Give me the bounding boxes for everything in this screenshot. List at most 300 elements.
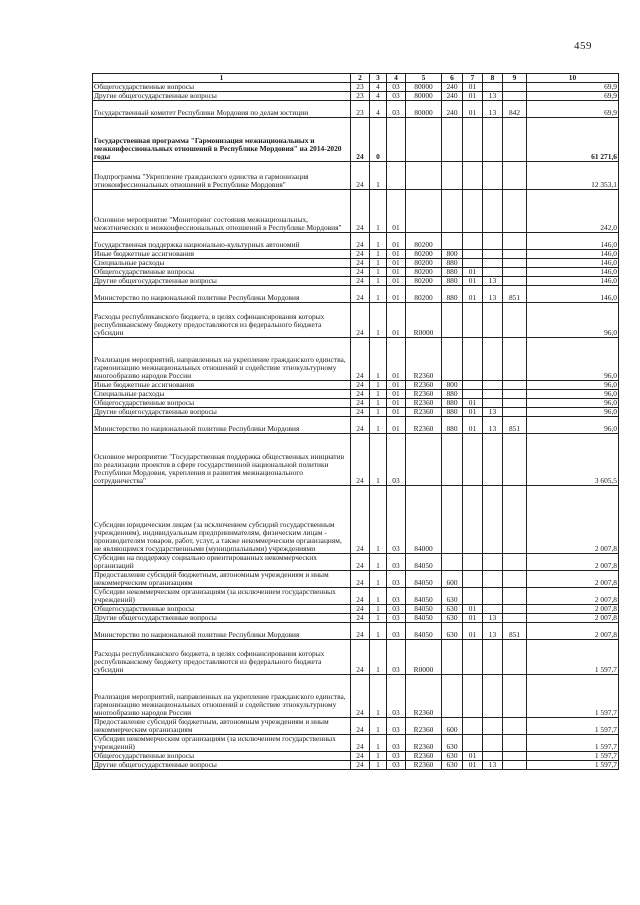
cell-section: 01 [463, 408, 483, 417]
cell-section: 01 [463, 286, 483, 303]
cell-sum: 12 353,1 [527, 162, 619, 190]
table-row [93, 399, 619, 408]
cell-ministry [503, 399, 527, 408]
cell-subprogram: 1 [370, 486, 387, 554]
cell-direction [406, 434, 442, 486]
cell-expense-type: 630 [442, 761, 463, 770]
cell-direction: R2360 [406, 408, 442, 417]
cell-direction: R2360 [406, 390, 442, 399]
table-row [93, 752, 619, 761]
cell-subsection [483, 675, 503, 718]
cell-program: 24 [351, 735, 370, 752]
cell-direction: 80000 [406, 92, 442, 101]
table-row [93, 614, 619, 623]
cell-subsection [483, 571, 503, 588]
cell-name: Предоставление субсидий бюджетным, автономным учреждениям и иным некоммерческим организациям [93, 571, 351, 588]
cell-program: 24 [351, 381, 370, 390]
cell-ministry [503, 92, 527, 101]
cell-measure: 03 [387, 623, 406, 640]
cell-subprogram: 1 [370, 761, 387, 770]
cell-subsection [483, 399, 503, 408]
table-row [93, 605, 619, 614]
cell-section [463, 190, 483, 233]
cell-subsection [483, 434, 503, 486]
cell-direction: 80000 [406, 101, 442, 118]
cell-section [463, 434, 483, 486]
cell-ministry [503, 233, 527, 250]
cell-ministry [503, 486, 527, 554]
cell-ministry: 851 [503, 286, 527, 303]
cell-ministry: 851 [503, 623, 527, 640]
table-row [93, 554, 619, 571]
cell-ministry [503, 640, 527, 675]
cell-subprogram: 1 [370, 277, 387, 286]
table-row [93, 761, 619, 770]
cell-ministry [503, 605, 527, 614]
cell-subsection [483, 268, 503, 277]
cell-subprogram: 1 [370, 259, 387, 268]
cell-measure [387, 162, 406, 190]
cell-section [463, 259, 483, 268]
cell-measure: 03 [387, 675, 406, 718]
cell-measure: 01 [387, 268, 406, 277]
cell-direction: 84050 [406, 571, 442, 588]
cell-measure: 03 [387, 752, 406, 761]
cell-section [463, 338, 483, 381]
cell-program: 24 [351, 718, 370, 735]
cell-expense-type: 630 [442, 623, 463, 640]
header-cell: 3 [370, 74, 387, 83]
cell-direction: 80200 [406, 259, 442, 268]
cell-section: 01 [463, 752, 483, 761]
cell-name: Министерство по национальной политике Республики Мордовия [93, 623, 351, 640]
cell-name: Расходы республиканского бюджета, в целях софинансирования которых республиканскому бюджету предоставляются из федерального бюджета субсидии [93, 640, 351, 675]
cell-sum: 1 597,7 [527, 752, 619, 761]
cell-ministry [503, 434, 527, 486]
cell-expense-type [442, 486, 463, 554]
cell-measure: 03 [387, 554, 406, 571]
cell-section: 01 [463, 101, 483, 118]
cell-ministry [503, 571, 527, 588]
cell-sum: 96,0 [527, 338, 619, 381]
cell-section [463, 381, 483, 390]
cell-subsection [483, 381, 503, 390]
page-number: 459 [574, 40, 592, 52]
cell-measure: 03 [387, 588, 406, 605]
cell-name: Государственная программа "Гармонизация межнациональных и межконфессиональных отношений в Республике Мордовия" на 2014-2020 годы [93, 118, 351, 162]
cell-sum: 2 007,8 [527, 486, 619, 554]
cell-subsection [483, 640, 503, 675]
table-row [93, 101, 619, 118]
cell-program: 24 [351, 118, 370, 162]
cell-subsection [483, 118, 503, 162]
table-row [93, 390, 619, 399]
cell-section [463, 162, 483, 190]
table-row [93, 735, 619, 752]
cell-measure: 01 [387, 408, 406, 417]
cell-measure: 01 [387, 259, 406, 268]
cell-sum: 1 597,7 [527, 735, 619, 752]
cell-subsection [483, 605, 503, 614]
cell-sum: 146,0 [527, 277, 619, 286]
cell-expense-type: 240 [442, 92, 463, 101]
table-row [93, 162, 619, 190]
cell-section [463, 718, 483, 735]
cell-section: 01 [463, 277, 483, 286]
cell-expense-type [442, 233, 463, 250]
cell-section: 01 [463, 399, 483, 408]
cell-subsection [483, 83, 503, 92]
cell-measure: 01 [387, 417, 406, 434]
cell-program: 24 [351, 286, 370, 303]
cell-measure: 01 [387, 390, 406, 399]
cell-name: Специальные расходы [93, 390, 351, 399]
cell-subsection [483, 259, 503, 268]
cell-subprogram: 1 [370, 408, 387, 417]
cell-measure: 01 [387, 190, 406, 233]
cell-section [463, 588, 483, 605]
cell-expense-type: 800 [442, 250, 463, 259]
cell-name: Субсидии некоммерческим организациям (за исключением государственных учреждений) [93, 588, 351, 605]
cell-section [463, 640, 483, 675]
cell-subsection: 13 [483, 101, 503, 118]
cell-name: Предоставление субсидий бюджетным, автономным учреждениям и иным некоммерческим организациям [93, 718, 351, 735]
table-row [93, 434, 619, 486]
cell-subprogram: 1 [370, 417, 387, 434]
cell-name: Подпрограмма "Укрепление гражданского единства и гармонизация этноконфессиональных отношений в Республике Мордовия" [93, 162, 351, 190]
table-row [93, 268, 619, 277]
cell-sum: 146,0 [527, 250, 619, 259]
cell-subsection [483, 588, 503, 605]
cell-subprogram: 1 [370, 268, 387, 277]
cell-direction: 84050 [406, 605, 442, 614]
cell-subprogram: 1 [370, 381, 387, 390]
cell-expense-type [442, 118, 463, 162]
cell-name: Иные бюджетные ассигнования [93, 250, 351, 259]
cell-program: 24 [351, 640, 370, 675]
cell-sum: 1 597,7 [527, 675, 619, 718]
cell-section [463, 233, 483, 250]
cell-sum: 1 597,7 [527, 761, 619, 770]
cell-ministry [503, 718, 527, 735]
cell-expense-type: 630 [442, 752, 463, 761]
header-cell: 6 [442, 74, 463, 83]
cell-sum: 96,0 [527, 408, 619, 417]
cell-direction: 84050 [406, 554, 442, 571]
cell-name: Общегосударственные вопросы [93, 83, 351, 92]
table-row [93, 83, 619, 92]
cell-sum: 2 007,8 [527, 614, 619, 623]
cell-sum: 69,9 [527, 92, 619, 101]
cell-program: 24 [351, 408, 370, 417]
cell-ministry [503, 735, 527, 752]
cell-subsection: 13 [483, 277, 503, 286]
cell-program: 24 [351, 623, 370, 640]
cell-ministry [503, 390, 527, 399]
cell-ministry: 851 [503, 417, 527, 434]
cell-name: Другие общегосударственные вопросы [93, 277, 351, 286]
cell-expense-type [442, 303, 463, 338]
table-row [93, 92, 619, 101]
cell-subsection: 13 [483, 417, 503, 434]
cell-ministry: 842 [503, 101, 527, 118]
cell-subprogram: 1 [370, 250, 387, 259]
cell-program: 24 [351, 605, 370, 614]
header-cell: 10 [527, 74, 619, 83]
cell-program: 23 [351, 101, 370, 118]
cell-direction: 84050 [406, 623, 442, 640]
header-cell: 9 [503, 74, 527, 83]
cell-section [463, 554, 483, 571]
cell-section [463, 250, 483, 259]
cell-program: 24 [351, 268, 370, 277]
cell-direction: R2360 [406, 735, 442, 752]
cell-name: Реализация мероприятий, направленных на укрепление гражданского единства, гармонизацию межнациональных отношений и содействие этнокультурному многообразию народов России [93, 675, 351, 718]
cell-ministry [503, 250, 527, 259]
table-row [93, 571, 619, 588]
cell-ministry [503, 408, 527, 417]
cell-direction: R0000 [406, 303, 442, 338]
cell-sum: 69,9 [527, 101, 619, 118]
cell-direction: R2360 [406, 675, 442, 718]
header-cell: 5 [406, 74, 442, 83]
cell-sum: 146,0 [527, 268, 619, 277]
table-row [93, 486, 619, 554]
cell-expense-type: 880 [442, 259, 463, 268]
cell-direction: 84050 [406, 614, 442, 623]
cell-subsection [483, 554, 503, 571]
cell-subprogram: 1 [370, 588, 387, 605]
cell-ministry [503, 303, 527, 338]
cell-expense-type: 630 [442, 614, 463, 623]
cell-expense-type [442, 190, 463, 233]
cell-direction: 80200 [406, 277, 442, 286]
cell-program: 24 [351, 399, 370, 408]
cell-direction: R2360 [406, 381, 442, 390]
cell-expense-type: 800 [442, 381, 463, 390]
cell-measure: 03 [387, 434, 406, 486]
cell-section [463, 486, 483, 554]
cell-name: Общегосударственные вопросы [93, 752, 351, 761]
cell-sum: 96,0 [527, 417, 619, 434]
table-header-row [93, 74, 619, 83]
cell-section: 01 [463, 83, 483, 92]
cell-name: Специальные расходы [93, 259, 351, 268]
cell-subsection [483, 390, 503, 399]
cell-direction: 80000 [406, 83, 442, 92]
cell-ministry [503, 614, 527, 623]
cell-measure: 01 [387, 250, 406, 259]
cell-measure: 03 [387, 640, 406, 675]
cell-subprogram: 4 [370, 83, 387, 92]
cell-subsection [483, 190, 503, 233]
cell-measure: 03 [387, 92, 406, 101]
cell-ministry [503, 338, 527, 381]
cell-subprogram: 1 [370, 735, 387, 752]
cell-subprogram: 1 [370, 640, 387, 675]
cell-name: Министерство по национальной политике Республики Мордовия [93, 286, 351, 303]
header-cell: 4 [387, 74, 406, 83]
cell-name: Министерство по национальной политике Республики Мордовия [93, 417, 351, 434]
cell-measure: 01 [387, 277, 406, 286]
cell-subprogram: 1 [370, 233, 387, 250]
cell-subprogram: 1 [370, 571, 387, 588]
cell-program: 24 [351, 259, 370, 268]
cell-name: Общегосударственные вопросы [93, 605, 351, 614]
cell-ministry [503, 381, 527, 390]
table-row [93, 408, 619, 417]
cell-measure: 03 [387, 605, 406, 614]
cell-ministry [503, 277, 527, 286]
cell-direction: 80200 [406, 250, 442, 259]
table-row [93, 233, 619, 250]
cell-expense-type: 600 [442, 571, 463, 588]
cell-expense-type [442, 338, 463, 381]
cell-section [463, 571, 483, 588]
cell-subprogram: 1 [370, 434, 387, 486]
cell-section [463, 390, 483, 399]
cell-name: Основное мероприятие "Мониторинг состояния межнациональных, межэтнических и межконфессиональных отношений в Республике Мордовия" [93, 190, 351, 233]
cell-sum: 61 271,6 [527, 118, 619, 162]
header-cell: 7 [463, 74, 483, 83]
cell-direction: R2360 [406, 338, 442, 381]
cell-program: 24 [351, 190, 370, 233]
cell-measure: 03 [387, 83, 406, 92]
cell-subsection [483, 752, 503, 761]
cell-expense-type: 880 [442, 417, 463, 434]
cell-ministry [503, 162, 527, 190]
cell-sum: 1 597,7 [527, 718, 619, 735]
cell-subsection: 13 [483, 614, 503, 623]
table-row [93, 303, 619, 338]
cell-expense-type: 880 [442, 390, 463, 399]
cell-sum: 242,0 [527, 190, 619, 233]
cell-expense-type: 880 [442, 399, 463, 408]
cell-sum: 96,0 [527, 399, 619, 408]
cell-ministry [503, 118, 527, 162]
cell-subsection: 13 [483, 286, 503, 303]
cell-program: 24 [351, 614, 370, 623]
cell-subsection [483, 338, 503, 381]
table-row [93, 118, 619, 162]
cell-program: 24 [351, 233, 370, 250]
cell-sum: 2 007,8 [527, 588, 619, 605]
cell-measure: 01 [387, 303, 406, 338]
cell-direction: 84000 [406, 486, 442, 554]
cell-sum: 2 007,8 [527, 571, 619, 588]
cell-program: 24 [351, 752, 370, 761]
cell-program: 24 [351, 675, 370, 718]
cell-subsection [483, 250, 503, 259]
cell-program: 24 [351, 250, 370, 259]
cell-program: 23 [351, 92, 370, 101]
table-row [93, 623, 619, 640]
cell-expense-type [442, 675, 463, 718]
table-row [93, 277, 619, 286]
cell-subprogram: 1 [370, 399, 387, 408]
cell-ministry [503, 588, 527, 605]
cell-subprogram: 1 [370, 286, 387, 303]
cell-measure: 01 [387, 286, 406, 303]
cell-expense-type [442, 162, 463, 190]
cell-ministry [503, 752, 527, 761]
cell-name: Общегосударственные вопросы [93, 268, 351, 277]
cell-direction [406, 118, 442, 162]
cell-program: 23 [351, 83, 370, 92]
cell-direction [406, 162, 442, 190]
cell-measure: 03 [387, 486, 406, 554]
table-body [93, 83, 619, 770]
cell-subsection: 13 [483, 623, 503, 640]
cell-measure: 03 [387, 718, 406, 735]
table-row [93, 286, 619, 303]
table-row [93, 588, 619, 605]
cell-ministry [503, 268, 527, 277]
cell-ministry [503, 259, 527, 268]
cell-section: 01 [463, 268, 483, 277]
cell-expense-type: 880 [442, 268, 463, 277]
cell-measure: 03 [387, 101, 406, 118]
cell-name: Другие общегосударственные вопросы [93, 614, 351, 623]
cell-sum: 69,9 [527, 83, 619, 92]
cell-sum: 3 605,5 [527, 434, 619, 486]
cell-program: 24 [351, 338, 370, 381]
cell-program: 24 [351, 486, 370, 554]
cell-program: 24 [351, 390, 370, 399]
cell-subsection [483, 735, 503, 752]
table-row [93, 640, 619, 675]
cell-expense-type: 630 [442, 605, 463, 614]
cell-program: 24 [351, 277, 370, 286]
cell-direction: R2360 [406, 752, 442, 761]
cell-name: Государственный комитет Республики Мордовия по делам юстиции [93, 101, 351, 118]
cell-expense-type: 630 [442, 588, 463, 605]
cell-program: 24 [351, 417, 370, 434]
cell-measure: 03 [387, 735, 406, 752]
cell-expense-type: 630 [442, 735, 463, 752]
cell-subsection: 13 [483, 92, 503, 101]
cell-subprogram: 1 [370, 162, 387, 190]
cell-expense-type: 240 [442, 83, 463, 92]
cell-section: 01 [463, 92, 483, 101]
cell-expense-type: 880 [442, 408, 463, 417]
cell-subprogram: 1 [370, 338, 387, 381]
cell-direction: 84050 [406, 588, 442, 605]
table-row [93, 381, 619, 390]
cell-program: 24 [351, 162, 370, 190]
cell-program: 24 [351, 588, 370, 605]
cell-subsection [483, 303, 503, 338]
cell-name: Общегосударственные вопросы [93, 399, 351, 408]
cell-sum: 96,0 [527, 390, 619, 399]
table-row [93, 338, 619, 381]
cell-program: 24 [351, 434, 370, 486]
cell-section [463, 735, 483, 752]
cell-ministry [503, 83, 527, 92]
cell-name: Субсидии на поддержку социально ориентированных некоммерческих организаций [93, 554, 351, 571]
cell-sum: 2 007,8 [527, 554, 619, 571]
table-row [93, 675, 619, 718]
cell-expense-type: 240 [442, 101, 463, 118]
cell-sum: 146,0 [527, 233, 619, 250]
budget-table [92, 73, 619, 770]
cell-program: 24 [351, 554, 370, 571]
cell-subprogram: 4 [370, 92, 387, 101]
cell-sum: 2 007,8 [527, 623, 619, 640]
cell-program: 24 [351, 571, 370, 588]
cell-sum: 2 007,8 [527, 605, 619, 614]
cell-name: Иные бюджетные ассигнования [93, 381, 351, 390]
